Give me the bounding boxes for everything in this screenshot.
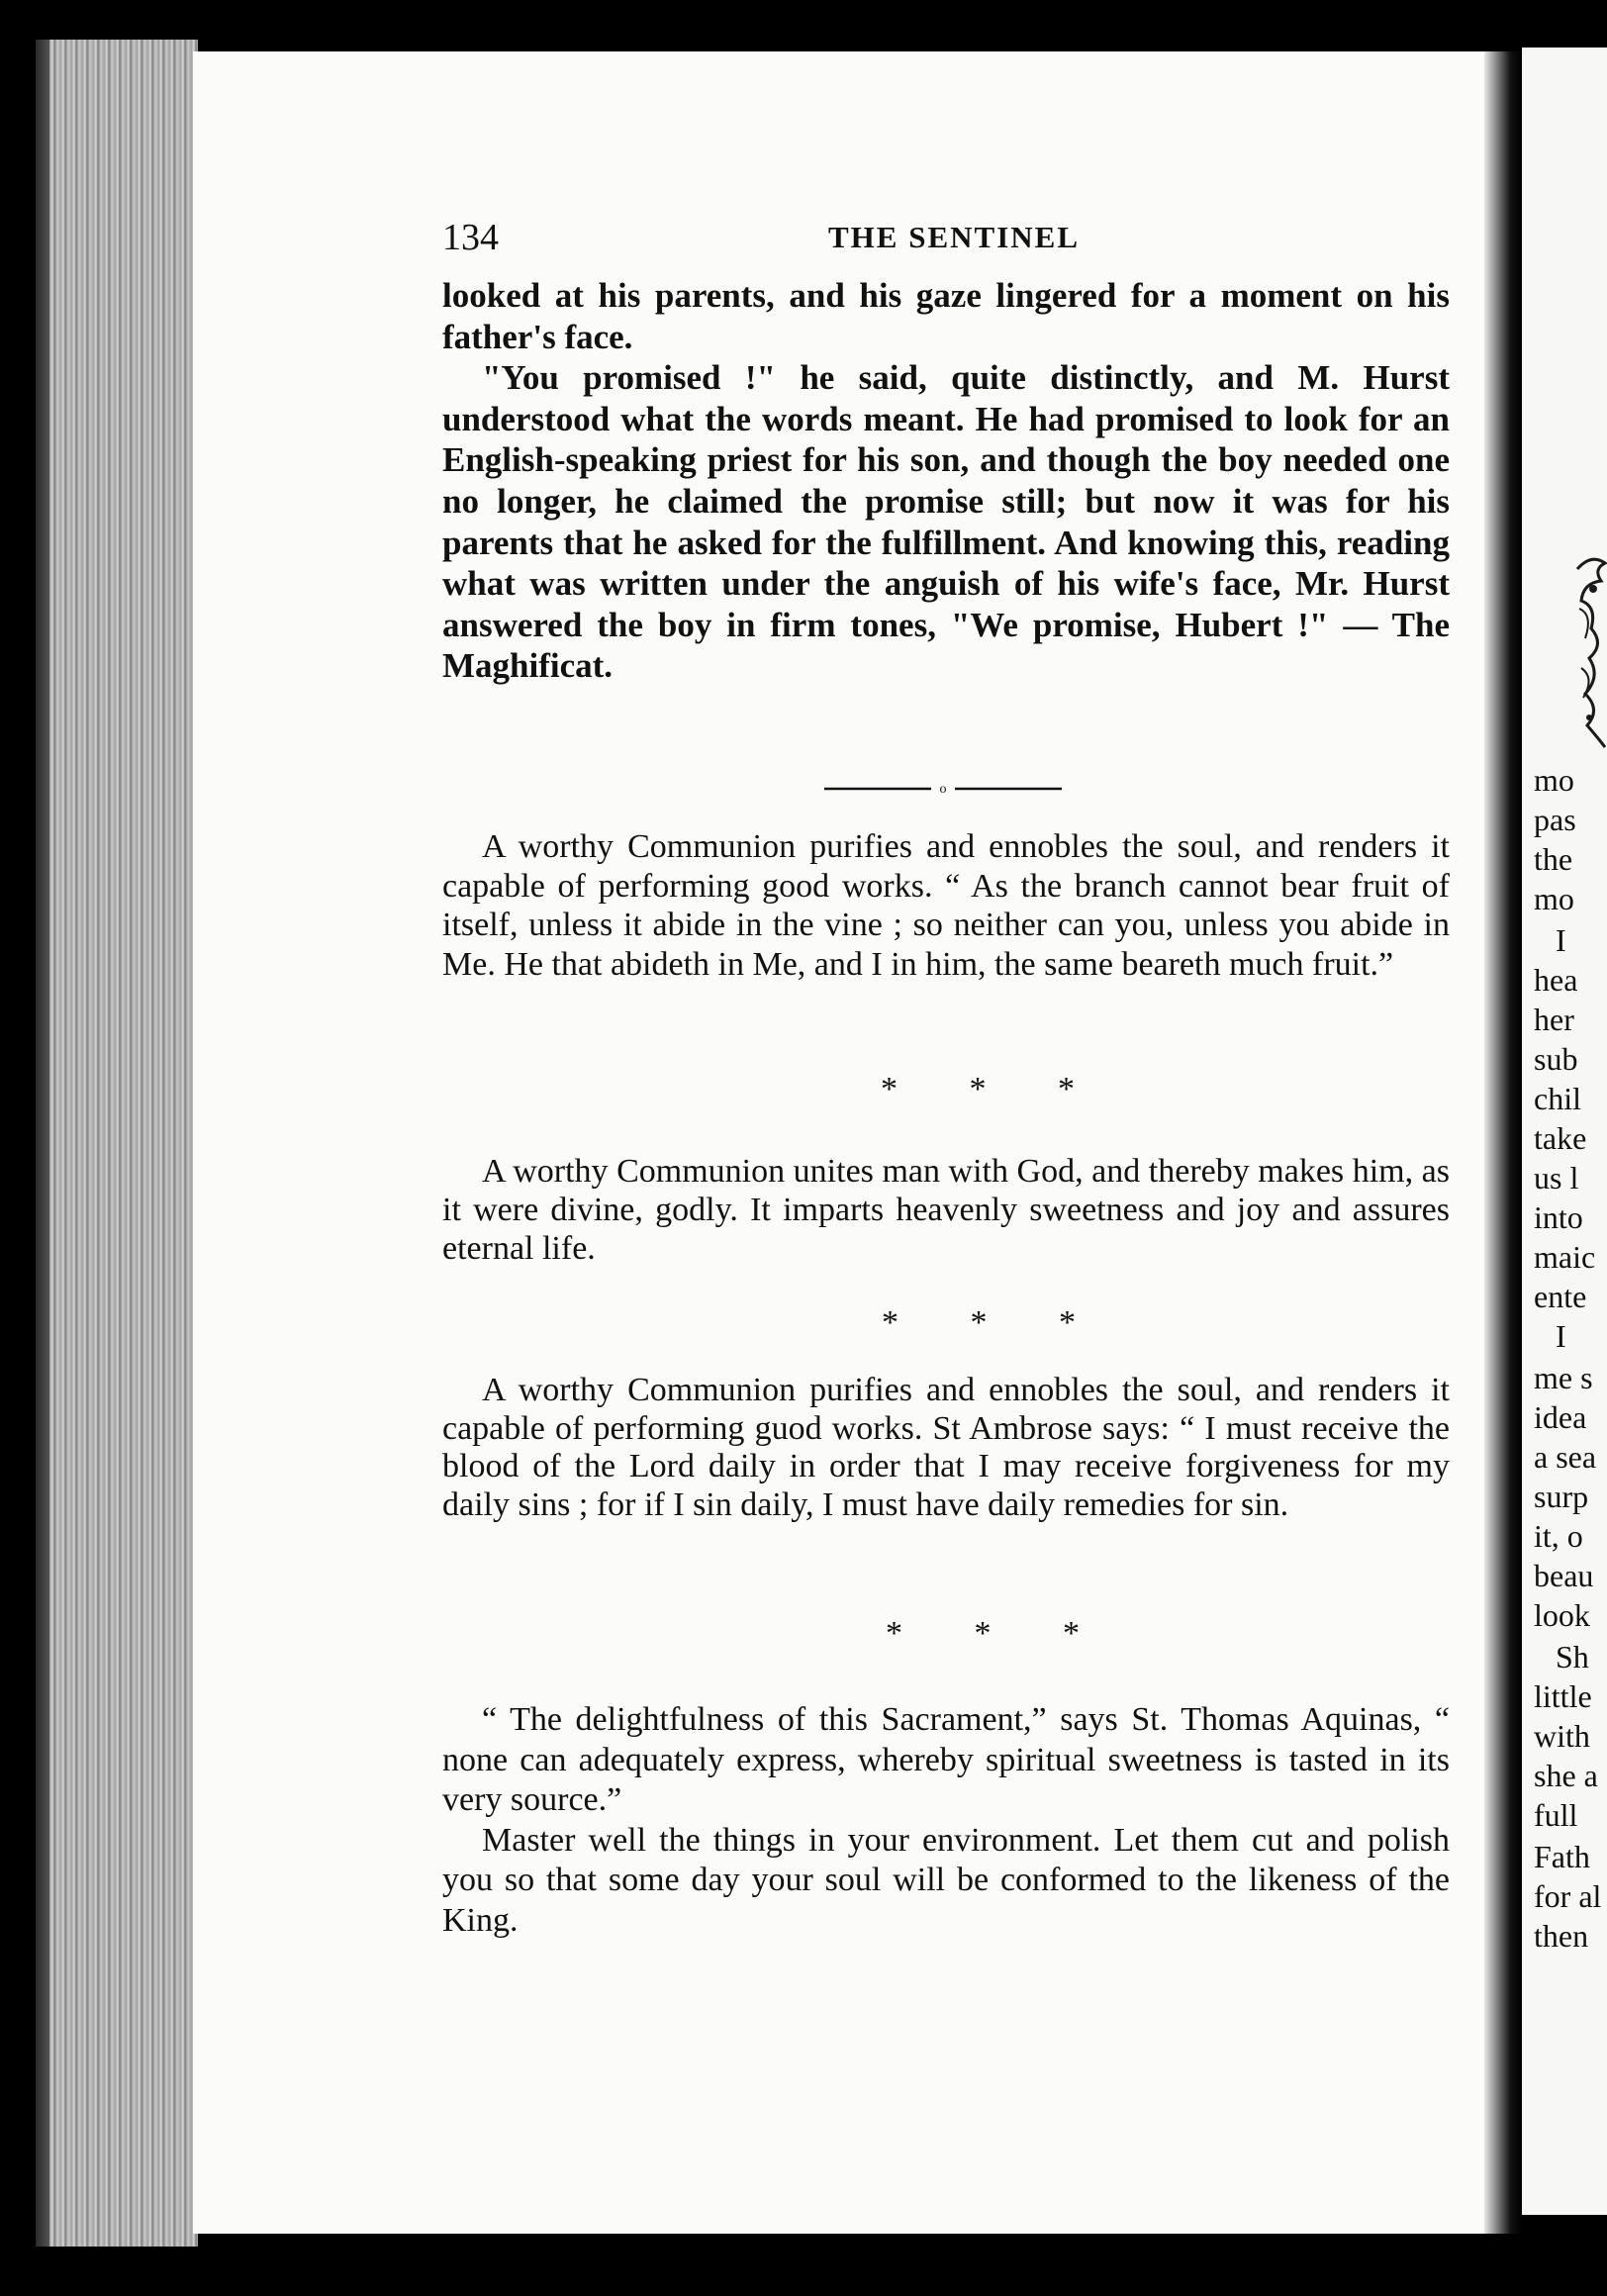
closing-section	[442, 1700, 1450, 1941]
facing-page-line: mo	[1534, 762, 1574, 798]
facing-page-line: mo	[1534, 881, 1574, 916]
reflection-paragraph: A worthy Communion purifies and ennobles the soul, and renders it capable of performing good works. “ As the branch cannot bear fruit of itself, unless it abide in the vine ; so neither can you, unless you abide in Me. He that abideth in Me, and I in him, the same beareth much fruit.”	[442, 828, 1450, 983]
star-divider: * * *	[881, 1071, 1106, 1107]
closing-paragraph: “ The delightfulness of this Sacrament,” says St. Thomas Aquinas, “ none can adequately express, whereby spiritual sweetness is tasted in its very source.”	[442, 1701, 1450, 1818]
facing-page-line: pas	[1534, 802, 1576, 837]
facing-page-line: hea	[1534, 962, 1578, 998]
facing-page-line: full	[1534, 1797, 1578, 1833]
facing-page-line: it, o	[1534, 1518, 1583, 1554]
facing-page-line: us l	[1534, 1160, 1579, 1196]
page-number: 134	[442, 217, 499, 258]
facing-page-line: idea	[1534, 1399, 1587, 1435]
page-stack-edge	[49, 40, 198, 2247]
facing-page-line: then	[1534, 1918, 1589, 1954]
ornament-icon	[1571, 549, 1607, 752]
facing-page-line: chil	[1534, 1081, 1581, 1116]
facing-page-line: a sea	[1534, 1439, 1597, 1475]
running-head	[442, 216, 1457, 259]
reflection-paragraph: A worthy Communion purifies and ennobles the soul, and renders it capable of performing guod works. St Ambrose says: “ I must receive the blood of the Lord daily in order that I may receive forgiveness for my daily sins ; for if I sin daily, I must have daily remedies for sin.	[442, 1372, 1450, 1524]
reflection-2	[442, 1152, 1450, 1268]
facing-page-line: me s	[1534, 1360, 1593, 1395]
story-paragraph: looked at his parents, and his gaze lingered for a moment on his father's face.	[442, 276, 1450, 356]
facing-page-line: surp	[1534, 1479, 1589, 1514]
facing-page-line: Fath	[1534, 1839, 1590, 1874]
book-gutter	[1484, 51, 1522, 2234]
closing-paragraph: Master well the things in your environment. Let them cut and polish you so that some day your soul will be conformed to the likeness of the King.	[442, 1821, 1450, 1939]
facing-page-line: beau	[1534, 1558, 1594, 1593]
facing-page-line: her	[1534, 1002, 1574, 1037]
section-separator	[824, 783, 1062, 795]
facing-page-line: take	[1534, 1120, 1587, 1156]
facing-page-line: little	[1534, 1678, 1592, 1714]
facing-page-line: sub	[1534, 1041, 1578, 1077]
facing-page-line: ente	[1534, 1279, 1587, 1314]
facing-page-line: with	[1534, 1718, 1590, 1754]
facing-page-line: into	[1534, 1199, 1583, 1235]
facing-page-line: look	[1534, 1597, 1590, 1633]
facing-page-line: the	[1534, 841, 1573, 877]
svg-text:o: o	[939, 783, 947, 795]
star-divider: * * *	[882, 1304, 1107, 1341]
star-divider: * * *	[886, 1615, 1111, 1652]
facing-page-line: for al	[1534, 1878, 1602, 1914]
reflection-paragraph: A worthy Communion unites man with God, and thereby makes him, as it were divine, godly. It imparts heavenly sweetness and joy and assures eternal life.	[442, 1153, 1450, 1267]
story-paragraph: "You promised !" he said, quite distinctly, and M. Hurst understood what the words meant. He had promised to look for an English-speaking priest for his son, and though the boy needed one no longer, he claimed the promise still; but now it was for his parents that he asked for the fulfillment. And knowing this, reading what was written under the anguish of his wife's face, Mr. Hurst answered the boy in firm tones, "We promise, Hubert !" — The Maghificat.	[442, 358, 1450, 686]
facing-page-line: I	[1556, 1318, 1566, 1354]
reflection-1	[442, 827, 1450, 984]
facing-page-line: Sh	[1556, 1639, 1589, 1674]
story-ending	[442, 275, 1450, 687]
facing-page-line: she a	[1534, 1758, 1598, 1793]
reflection-3	[442, 1372, 1450, 1525]
running-title: THE SENTINEL	[828, 220, 1081, 254]
facing-page-line: maic	[1534, 1239, 1596, 1275]
facing-page-line: I	[1556, 922, 1566, 958]
